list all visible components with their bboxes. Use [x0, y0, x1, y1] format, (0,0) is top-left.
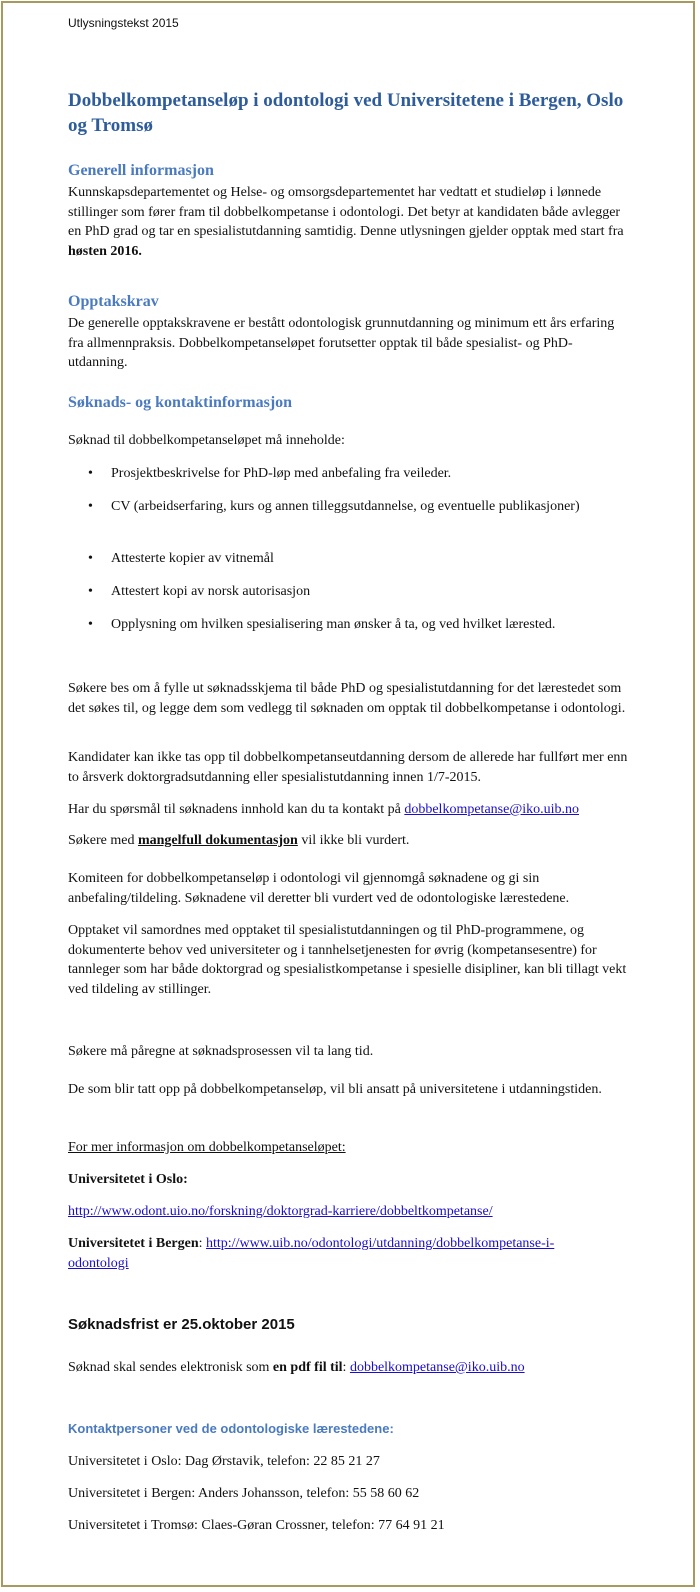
application-paragraph-8: De som blir tatt opp på dobbelkompetanseløp, vil bli ansatt på universitetene i utdanningstiden. — [68, 1082, 602, 1097]
more-info-heading: For mer informasjon om dobbelkompetanseløpet: — [68, 1140, 346, 1155]
oslo-label: Universitetet i Oslo: — [68, 1172, 188, 1187]
contact-question: Har du spørsmål til søknadens innhold kan du ta kontakt på dobbelkompetanse@iko.uib.no — [68, 802, 579, 817]
general-start-term: høsten 2016. — [68, 243, 142, 259]
contact-oslo: Universitetet i Oslo: Dag Ørstavik, telefon: 22 85 21 27 — [68, 1454, 380, 1469]
oslo-link-line — [68, 1202, 628, 1222]
application-paragraph-7: Søkere må påregne at søknadsprosessen vil ta lang tid. — [68, 1044, 374, 1059]
document-title: Dobbelkompetanseløp i odontologi ved Universitetene i Bergen, Oslo og Tromsø — [68, 90, 624, 136]
contact-tromso: Universitetet i Tromsø: Claes-Gøran Crossner, telefon: 77 64 91 21 — [68, 1518, 445, 1533]
bullet-icon: • — [88, 466, 93, 481]
bergen-link-line: Universitetet i Bergen: http://www.uib.no/odontologi/utdanning/dobbelkompetanse-i- odontologi — [68, 1236, 555, 1271]
bullet-icon: • — [88, 551, 93, 566]
oslo-link[interactable]: http://www.odont.uio.no/forskning/doktorgrad-karriere/dobbeltkompetanse/ — [68, 1204, 493, 1219]
submission-email-link[interactable]: dobbelkompetanse@iko.uib.no — [349, 1360, 525, 1375]
bergen-link-continued[interactable]: odontologi — [68, 1255, 129, 1271]
general-text: Kunnskapsdepartementet og Helse- og omsorgsdepartementet har vedtatt et studieløp i lønnede stillinger som fører fram til dobbelkompetanse i odontologi. Det betyr at kandidaten både avlegger en PhD grad og tar en spesialistutdanning samtidig. Denne utlysningen gjelder opptak med start fra — [68, 185, 624, 239]
page-header: Utlysningstekst 2015 — [68, 16, 179, 30]
bullet-icon: • — [88, 584, 93, 599]
application-heading: Søknads- og kontaktinformasjon — [68, 394, 293, 411]
general-heading: Generell informasjon — [68, 162, 214, 179]
submission-instructions: Søknad skal sendes elektronisk som en pdf fil til: dobbelkompetanse@iko.uib.no — [68, 1360, 525, 1375]
email-link[interactable]: dobbelkompetanse@iko.uib.no — [404, 802, 579, 817]
requirements-paragraph: De generelle opptakskravene er bestått odontologisk grunnutdanning og minimum ett års erfaring fra allmennpraksis. Dobbelkompetanseløpet forutsetter opptak til både spesialist- og PhD-utdanning. — [68, 316, 615, 370]
deadline-heading: Søknadsfrist er 25.oktober 2015 — [68, 1316, 295, 1333]
bergen-label: Universitetet i Bergen — [68, 1236, 199, 1251]
documentation-warning: Søkere med mangelfull dokumentasjon vil ikke bli vurdert. — [68, 833, 410, 848]
application-paragraph-2: Kandidater kan ikke tas opp til dobbelkompetanseutdanning dersom de allerede har fullført mer enn to årsverk doktorgradsutdanning eller spesialistutdanning innen 1/7-2015. — [68, 750, 628, 785]
application-paragraph-6: Opptaket vil samordnes med opptaket til spesialistutdanningen og til PhD-programmene, og dokumenterte behov ved universiteter og i tannhelsetjenesten for øvrig (kompetansesentre) for tannleger som har både doktorgrad og spesialistkompetanse i spesielle disipliner, kan bli tillagt vekt ved tildeling av stillinger. — [68, 923, 627, 997]
general-paragraph — [68, 183, 628, 261]
application-paragraph-5: Komiteen for dobbelkompetanseløp i odontologi vil gjennomgå søknadene og gi sin anbefaling/tildeling. Søknadene vil deretter bli vurdert ved de odontologiske lærestedene. — [68, 871, 570, 906]
pdf-requirement: en pdf fil til — [272, 1360, 343, 1375]
application-intro: Søknad til dobbelkompetanseløpet må inneholde: — [68, 433, 345, 448]
bullet-icon: • — [88, 617, 93, 632]
contacts-heading: Kontaktpersoner ved de odontologiske lærestedene: — [68, 1421, 394, 1436]
requirements-heading: Opptakskrav — [68, 293, 159, 310]
contact-bergen: Universitetet i Bergen: Anders Johansson, telefon: 55 58 60 62 — [68, 1486, 420, 1501]
missing-documentation: mangelfull dokumentasjon — [137, 833, 298, 848]
bergen-link[interactable]: http://www.uib.no/odontologi/utdanning/dobbelkompetanse-i- — [206, 1236, 555, 1251]
bullet-icon: • — [88, 499, 93, 514]
application-paragraph-1: Søkere bes om å fylle ut søknadsskjema til både PhD og spesialistutdanning for det lærestedet som det søkes til, og legge dem som vedlegg til søknaden om opptak til dobbelkompetanse i odontologi. — [68, 681, 626, 716]
